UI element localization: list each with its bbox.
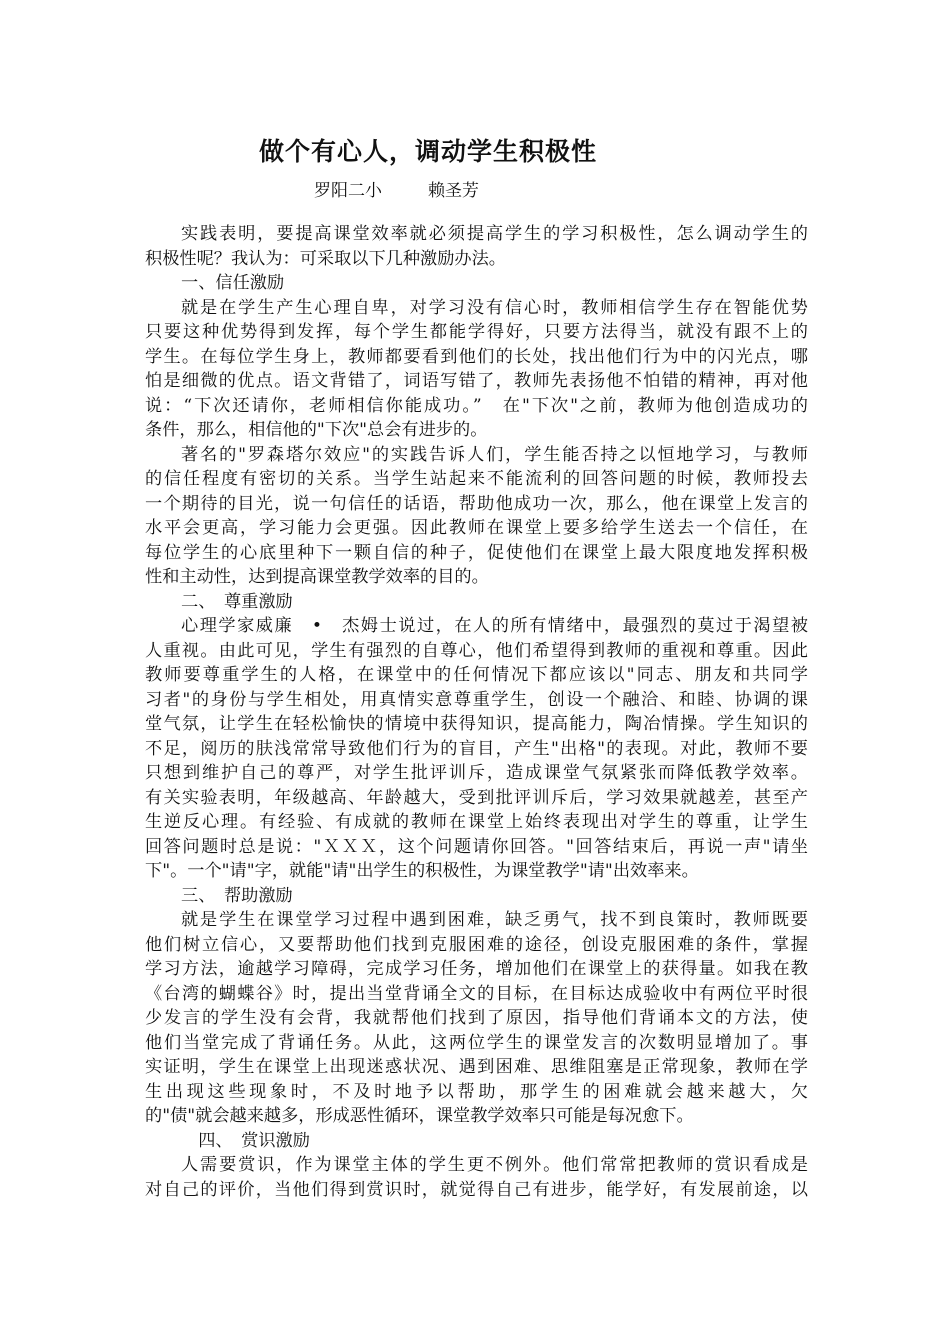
body-line: 对自己的评价，当他们得到赏识时，就觉得自己有进步，能学好，有发展前途，以 <box>145 1179 808 1200</box>
body-line: 条件，那么，相信他的"下次"总会有进步的。 <box>145 420 488 440</box>
body-line: 的"债"就会越来越多，形成恶性循环，课堂教学效率只可能是每况愈下。 <box>145 1106 694 1126</box>
body-line: 一个期待的目光，说一句信任的话语，帮助他成功一次，那么，他在课堂上发言的 <box>145 493 808 514</box>
body-line: 就是学生在课堂学习过程中遇到困难，缺乏勇气，找不到良策时，教师既要 <box>181 910 808 930</box>
body-line: 他们树立信心，又要帮助他们找到克服困难的途径，创设克服困难的条件，掌握 <box>145 934 808 955</box>
section-heading: 二、 尊重激励 <box>181 591 293 612</box>
body-line: 心理学家威廉 • 杰姆士说过，在人的所有情绪中，最强烈的莫过于渴望被 <box>181 616 808 636</box>
body-line: 他们当堂完成了背诵任务。从此，这两位学生的课堂发言的次数明显增加了。事 <box>145 1032 808 1053</box>
body-line: 有关实验表明，年级越高、年龄越大，受到批评训斥后，学习效果就越差，甚至产 <box>145 787 808 808</box>
section-heading: 三、 帮助激励 <box>181 885 293 906</box>
author-name: 赖圣芳 <box>428 181 479 201</box>
body-line: 人重视。由此可见，学生有强烈的自尊心，他们希望得到教师的重视和尊重。因此 <box>145 640 808 661</box>
body-line: 习者"的身份与学生相处，用真情实意尊重学生，创设一个融洽、和睦、协调的课 <box>145 689 808 710</box>
section-heading: 一、信任激励 <box>181 273 285 293</box>
body-line: 著名的"罗森塔尔效应"的实践告诉人们，学生能否持之以恒地学习，与教师 <box>181 444 808 465</box>
document-title: 做个有心人，调动学生积极性 <box>259 137 598 166</box>
body-line: 积极性呢？我认为：可采取以下几种激励办法。 <box>145 248 506 269</box>
body-line: 水平会更高，学习能力会更强。因此教师在课堂上要多给学生送去一个信任，在 <box>145 518 808 538</box>
body-line: 生出现这些现象时，不及时地予以帮助，那学生的困难就会越来越大，欠 <box>145 1081 808 1102</box>
body-line: 教师要尊重学生的人格，在课堂中的任何情况下都应该以"同志、朋友和共同学 <box>145 665 808 685</box>
body-line: 只想到维护自己的尊严，对学生批评训斥，造成课堂气氛紧张而降低教学效率。 <box>145 763 808 783</box>
body-line: 学习方法，逾越学习障碍，完成学习任务，增加他们在课堂上的获得量。如我在教 <box>145 959 808 979</box>
body-line: 学生。在每位学生身上，教师都要看到他们的长处，找出他们行为中的闪光点，哪 <box>145 346 808 367</box>
body-line: 下"。一个"请"字，就能"请"出学生的积极性，为课堂教学"请"出效率来。 <box>145 861 699 881</box>
body-line: 少发言的学生没有会背，我就帮他们找到了原因，指导他们背诵本文的方法，使 <box>145 1008 808 1028</box>
body-line: 的信任程度有密切的关系。当学生站起来不能流利的回答问题的时候，教师投去 <box>145 469 808 489</box>
body-line: 每位学生的心底里种下一颗自信的种子，促使他们在课堂上最大限度地发挥积极 <box>145 542 808 563</box>
byline <box>314 176 479 201</box>
section-heading: 四、 赏识激励 <box>181 1130 310 1151</box>
document-body <box>145 222 808 1202</box>
body-line: 实践表明，要提高课堂效率就必须提高学生的学习积极性，怎么调动学生的 <box>181 224 808 244</box>
body-line: 堂气氛，让学生在轻松愉快的情境中获得知识，提高能力，陶冶情操。学生知识的 <box>145 714 808 734</box>
body-line: 怕是细微的优点。语文背错了，词语写错了，教师先表扬他不怕错的精神，再对他 <box>145 371 808 391</box>
school-name: 罗阳二小 <box>314 181 382 201</box>
body-line: 实证明，学生在课堂上出现迷惑状况、遇到困难、思维阻塞是正常现象，教师在学 <box>145 1057 808 1077</box>
body-line: 只要这种优势得到发挥，每个学生都能学得好，只要方法得当，就没有跟不上的 <box>145 322 808 342</box>
body-line: 人需要赏识，作为课堂主体的学生更不例外。他们常常把教师的赏识看成是 <box>181 1155 808 1175</box>
body-line: 性和主动性，达到提高课堂教学效率的目的。 <box>145 567 489 587</box>
body-line: 就是在学生产生心理自卑，对学习没有信心时，教师相信学生存在智能优势 <box>181 297 808 318</box>
body-line: 说：“下次还请你，老师相信你能成功。” 在"下次"之前，教师为他创造成功的 <box>145 395 808 416</box>
body-line: 回答问题时总是说："ＸＸＸ，这个问题请你回答。"回答结束后，再说一声"请坐 <box>145 836 808 857</box>
body-line: 生逆反心理。有经验、有成就的教师在课堂上始终表现出对学生的尊重，让学生 <box>145 812 808 832</box>
body-line: 不足，阅历的肤浅常常导致他们行为的盲目，产生"出格"的表现。对此，教师不要 <box>145 738 808 759</box>
body-line: 《台湾的蝴蝶谷》时，提出当堂背诵全文的目标，在目标达成验收中有两位平时很 <box>145 983 808 1004</box>
